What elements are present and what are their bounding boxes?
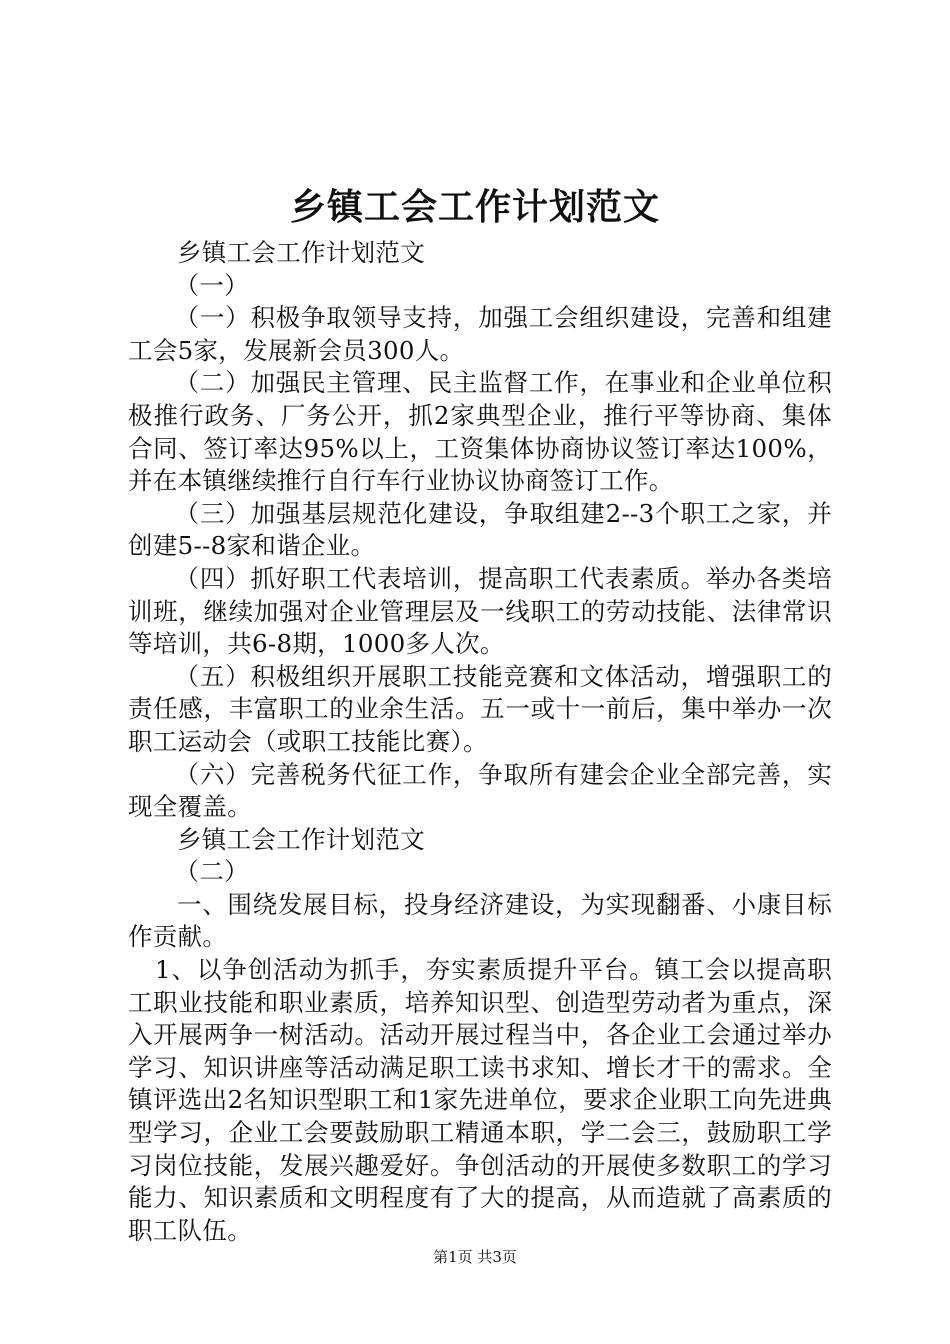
- paragraph: （一）积极争取领导支持，加强工会组织建设，完善和组建工会5家，发展新会员300人。: [128, 303, 832, 365]
- document-title: 乡镇工会工作计划范文: [289, 186, 660, 228]
- paragraph: （二）加强民主管理、民主监督工作，在事业和企业单位积极推行政务、厂务公开，抓2家典型企业，推行平等协商、集体合同、签订率达95%以上，工资集体协商协议签订率达100%，并在本镇继续推行自行车行业协议协商签订工作。: [128, 368, 832, 496]
- page-footer: 第1页 共3页: [433, 1248, 517, 1266]
- document-body: [128, 237, 832, 1247]
- section-heading: 乡镇工会工作计划范文: [177, 824, 425, 854]
- paragraph: 一、围绕发展目标，投身经济建设，为实现翻番、小康目标作贡献。: [128, 889, 832, 952]
- section-number: （一）: [174, 270, 249, 300]
- paragraph: （三）加强基层规范化建设，争取组建2--3个职工之家，并创建5--8家和谐企业。: [128, 498, 832, 561]
- section-number: （二）: [174, 857, 249, 887]
- paragraph: （五）积极组织开展职工技能竞赛和文体活动，增强职工的责任感，丰富职工的业余生活。五一或十一前后，集中举办一次职工运动会（或职工技能比赛）。: [128, 661, 832, 756]
- paragraph: （六）完善税务代征工作，争取所有建会企业全部完善，实现全覆盖。: [128, 759, 832, 822]
- paragraph: 1、以争创活动为抓手，夯实素质提升平台。镇工会以提高职工职业技能和职业素质，培养知识型、创造型劳动者为重点，深入开展两争一树活动。活动开展过程当中，各企业工会通过举办学习、知识讲座等活动满足职工读书求知、增长才干的需求。全镇评选出2名知识型职工和1家先进单位，要求企业职工向先进典型学习，企业工会要鼓励职工精通本职，学二会三，鼓励职工学习岗位技能，发展兴趣爱好。争创活动的开展使多数职工的学习能力、知识素质和文明程度有了大的提高，从而造就了高素质的职工队伍。: [128, 955, 832, 1245]
- paragraph: （四）抓好职工代表培训，提高职工代表素质。举办各类培训班，继续加强对企业管理层及一线职工的劳动技能、法律常识等培训，共6-8期，1000多人次。: [128, 563, 832, 659]
- section-heading: 乡镇工会工作计划范文: [177, 238, 425, 267]
